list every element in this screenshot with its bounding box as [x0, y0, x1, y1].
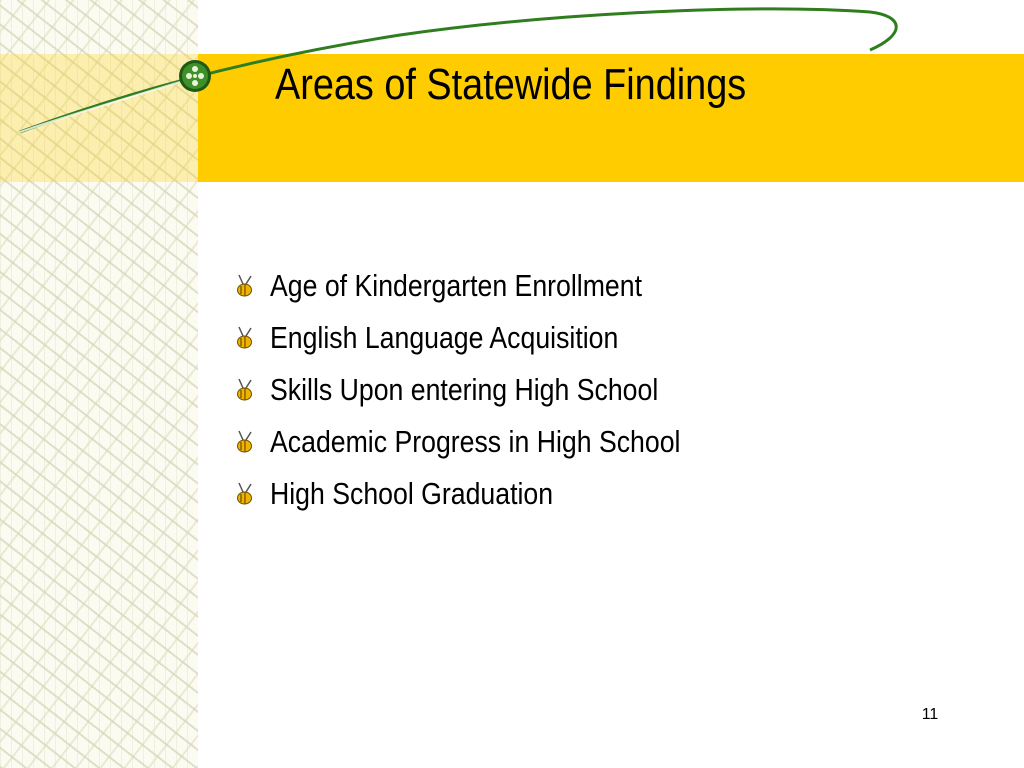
- bee-bullet-icon: [232, 325, 258, 351]
- bee-bullet-icon: [232, 481, 258, 507]
- bullet-item: [232, 260, 747, 312]
- green-orb-icon: [179, 60, 211, 92]
- slide-title: Areas of Statewide Findings: [275, 60, 747, 109]
- bullet-list: [232, 260, 747, 520]
- bullet-item: [232, 416, 747, 468]
- bullet-item: [232, 468, 747, 520]
- page-number: 11: [921, 706, 939, 723]
- bullet-text: English Language Acquisition: [270, 320, 619, 355]
- bullet-text: Skills Upon entering High School: [270, 372, 659, 407]
- bullet-item: [232, 312, 747, 364]
- bee-bullet-icon: [232, 429, 258, 455]
- bullet-item: [232, 364, 747, 416]
- bullet-text: High School Graduation: [270, 476, 554, 511]
- bee-bullet-icon: [232, 273, 258, 299]
- swoosh-tail-icon: [20, 82, 180, 132]
- bullet-text: Age of Kindergarten Enrollment: [270, 268, 642, 303]
- bee-bullet-icon: [232, 377, 258, 403]
- bullet-text: Academic Progress in High School: [270, 424, 681, 459]
